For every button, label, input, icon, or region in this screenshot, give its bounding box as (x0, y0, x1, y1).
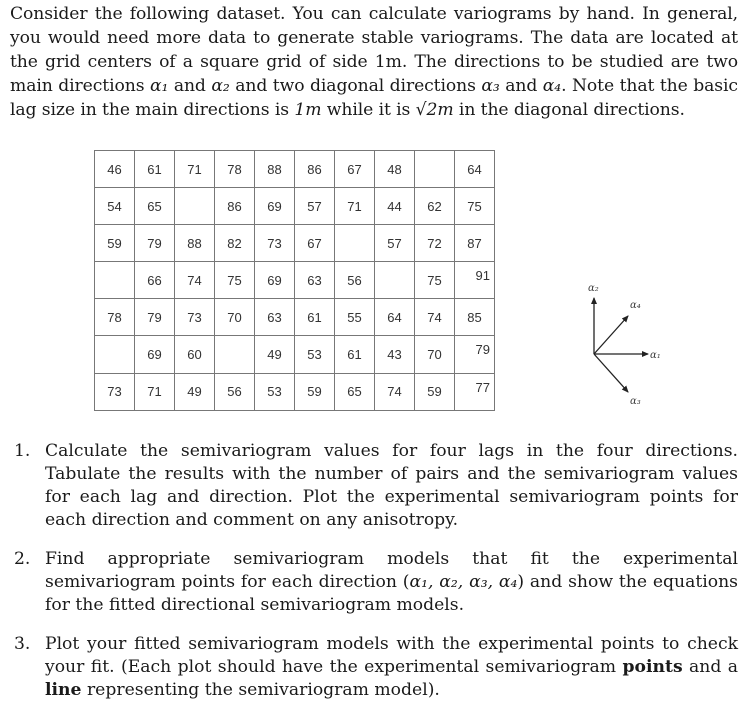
grid-cell (215, 373, 255, 410)
cell-value: 65 (147, 198, 162, 214)
cell-value: 75 (467, 198, 482, 214)
data-grid (94, 150, 495, 411)
question-text: representing the semivariogram model). (86, 680, 440, 700)
cell-value: 91 (475, 268, 490, 284)
cell-value: 53 (307, 347, 322, 363)
grid-cell (455, 336, 495, 373)
grid-cell (335, 299, 375, 336)
bold-line: line (45, 680, 82, 700)
grid-cell (255, 373, 295, 410)
grid-cell (335, 373, 375, 410)
grid-cell (375, 262, 415, 299)
lag-diagonal: √2m (415, 100, 454, 120)
question-text: and a (689, 657, 739, 677)
grid-cell (135, 336, 175, 373)
question-text: ) and show the equations for the fitted directional semivariogram models. (45, 572, 738, 615)
cell-value: 55 (347, 309, 362, 325)
intro-text-3: . Note that the basic lag size in the main directions is (10, 76, 738, 120)
grid-row (95, 336, 495, 373)
cell-value: 56 (227, 384, 242, 400)
cell-value: 44 (387, 198, 402, 214)
lag-main: 1m (294, 100, 322, 120)
grid-cell (335, 262, 375, 299)
cell-value: 79 (147, 309, 162, 325)
alpha4-symbol: α₄ (542, 76, 562, 96)
grid-row (95, 262, 495, 299)
cell-value: 69 (267, 198, 282, 214)
cell-value: 48 (387, 161, 402, 177)
cell-value: 70 (227, 309, 242, 325)
grid-cell (295, 373, 335, 410)
grid-cell (295, 188, 335, 225)
grid-cell (455, 262, 495, 299)
cell-value: 71 (187, 161, 202, 177)
grid-cell (335, 188, 375, 225)
cell-value: 74 (387, 384, 402, 400)
grid-cell (455, 299, 495, 336)
cell-value: 64 (387, 309, 402, 325)
grid-cell (415, 336, 455, 373)
alpha-list: α₁, α₂, α₃, α₄ (409, 572, 518, 592)
grid-cell (375, 336, 415, 373)
cell-value: 77 (475, 379, 490, 395)
grid-row (95, 151, 495, 188)
grid-cell (175, 151, 215, 188)
grid-cell (415, 225, 455, 262)
grid-cell (135, 188, 175, 225)
cell-value: 65 (347, 384, 362, 400)
alpha4-arrow (594, 316, 628, 354)
grid-cell (295, 225, 335, 262)
grid-cell (375, 151, 415, 188)
grid-cell (95, 336, 135, 373)
cell-value: 61 (347, 347, 362, 363)
direction-diagram (578, 280, 678, 410)
grid-cell (295, 336, 335, 373)
grid-cell (175, 299, 215, 336)
bold-points: points (622, 657, 683, 677)
grid-cell (295, 299, 335, 336)
cell-value: 63 (267, 309, 282, 325)
cell-value: 69 (267, 272, 282, 288)
grid-cell (215, 299, 255, 336)
grid-cell (255, 225, 295, 262)
grid-cell (255, 262, 295, 299)
data-grid-table (94, 150, 495, 411)
grid-cell (415, 373, 455, 410)
grid-cell (255, 151, 295, 188)
cell-value: 87 (467, 235, 482, 251)
grid-cell (95, 373, 135, 410)
cell-value: 71 (147, 384, 162, 400)
grid-cell (175, 336, 215, 373)
grid-cell (415, 299, 455, 336)
grid-cell (255, 188, 295, 225)
cell-value: 72 (427, 235, 442, 251)
intro-paragraph (10, 2, 738, 122)
grid-row (95, 373, 495, 410)
cell-value: 88 (267, 161, 282, 177)
grid-cell (135, 151, 175, 188)
cell-value: 88 (187, 235, 202, 251)
cell-value: 66 (147, 272, 162, 288)
question-text: Find appropriate semivariogram models that fit the experimental semivariogram points for each direction ( (45, 549, 738, 592)
grid-cell (415, 262, 455, 299)
grid-cell (95, 299, 135, 336)
alpha2-label: α₂ (588, 283, 599, 294)
cell-value: 49 (267, 347, 282, 363)
grid-cell (455, 373, 495, 410)
grid-cell (175, 373, 215, 410)
question-2 (14, 548, 738, 617)
grid-cell (135, 262, 175, 299)
cell-value: 59 (107, 235, 122, 251)
grid-cell (135, 373, 175, 410)
cell-value: 78 (227, 161, 242, 177)
cell-value: 67 (307, 235, 322, 251)
intro-and-1: and (173, 76, 206, 96)
alpha1-symbol: α₁ (149, 76, 169, 96)
grid-cell (215, 188, 255, 225)
grid-cell (175, 188, 215, 225)
grid-cell (375, 373, 415, 410)
grid-cell (415, 188, 455, 225)
grid-cell (375, 225, 415, 262)
cell-value: 74 (187, 272, 202, 288)
question-number: 2. (14, 549, 31, 569)
grid-cell (295, 262, 335, 299)
cell-value: 59 (427, 384, 442, 400)
cell-value: 86 (227, 198, 242, 214)
cell-value: 46 (107, 161, 122, 177)
cell-value: 75 (227, 272, 242, 288)
cell-value: 62 (427, 198, 442, 214)
grid-cell (335, 336, 375, 373)
intro-text-5: in the diagonal directions. (458, 100, 685, 120)
cell-value: 79 (475, 342, 490, 358)
grid-cell (255, 299, 295, 336)
cell-value: 85 (467, 309, 482, 325)
cell-value: 59 (307, 384, 322, 400)
question-list (14, 440, 738, 718)
cell-value: 74 (427, 309, 442, 325)
question-number: 3. (14, 634, 31, 654)
grid-cell (175, 225, 215, 262)
grid-cell (95, 151, 135, 188)
grid-cell (415, 151, 455, 188)
cell-value: 61 (147, 161, 162, 177)
grid-row (95, 225, 495, 262)
cell-value: 75 (427, 272, 442, 288)
cell-value: 73 (267, 235, 282, 251)
cell-value: 64 (467, 161, 482, 177)
cell-value: 57 (307, 198, 322, 214)
question-number: 1. (14, 441, 31, 461)
cell-value: 71 (347, 198, 362, 214)
grid-cell (135, 225, 175, 262)
grid-cell (455, 225, 495, 262)
grid-cell (335, 151, 375, 188)
alpha3-symbol: α₃ (481, 76, 500, 96)
cell-value: 86 (307, 161, 322, 177)
grid-cell (255, 336, 295, 373)
grid-row (95, 188, 495, 225)
alpha1-label: α₁ (650, 350, 661, 361)
grid-cell (215, 262, 255, 299)
grid-cell (215, 336, 255, 373)
question-text: Plot your fitted semivariogram models with the experimental points to check your fit. (Each plot should have the experimental semivariogram (45, 634, 738, 677)
grid-cell (135, 299, 175, 336)
grid-cell (95, 262, 135, 299)
cell-value: 70 (427, 347, 442, 363)
cell-value: 73 (107, 384, 122, 400)
grid-cell (455, 151, 495, 188)
grid-row (95, 299, 495, 336)
question-3 (14, 633, 738, 702)
cell-value: 49 (187, 384, 202, 400)
grid-cell (455, 188, 495, 225)
grid-cell (215, 151, 255, 188)
alpha3-arrow (594, 354, 628, 392)
grid-cell (95, 188, 135, 225)
cell-value: 73 (187, 309, 202, 325)
cell-value: 54 (107, 198, 122, 214)
grid-cell (375, 299, 415, 336)
cell-value: 67 (347, 161, 362, 177)
alpha3-label: α₃ (630, 396, 641, 407)
cell-value: 63 (307, 272, 322, 288)
cell-value: 60 (187, 347, 202, 363)
grid-cell (215, 225, 255, 262)
grid-cell (175, 262, 215, 299)
cell-value: 78 (107, 309, 122, 325)
cell-value: 61 (307, 309, 322, 325)
alpha4-label: α₄ (630, 300, 641, 311)
cell-value: 43 (387, 347, 402, 363)
grid-cell (95, 225, 135, 262)
grid-cell (335, 225, 375, 262)
grid-cell (295, 151, 335, 188)
grid-cell (375, 188, 415, 225)
intro-text-2: and two diagonal directions (235, 76, 476, 96)
cell-value: 53 (267, 384, 282, 400)
question-1 (14, 440, 738, 532)
intro-and-2: and (505, 76, 538, 96)
intro-text-4: while it is (326, 100, 411, 120)
cell-value: 56 (347, 272, 362, 288)
cell-value: 79 (147, 235, 162, 251)
cell-value: 57 (387, 235, 402, 251)
intro-text-1: Consider the following dataset. You can calculate variograms by hand. In general, you would need more data to generate stable variograms. The data are located at the grid centers of a square grid of side 1m. The directions to be studied are two main directions (10, 4, 738, 96)
cell-value: 82 (227, 235, 242, 251)
alpha2-symbol: α₂ (211, 76, 230, 96)
question-text: Calculate the semivariogram values for four lags in the four directions. Tabulate the results with the number of pairs and the semivariogram values for each lag and direction. Plot the experimental semivariogram points for each direction and comment on any anisotropy. (45, 441, 738, 530)
cell-value: 69 (147, 347, 162, 363)
